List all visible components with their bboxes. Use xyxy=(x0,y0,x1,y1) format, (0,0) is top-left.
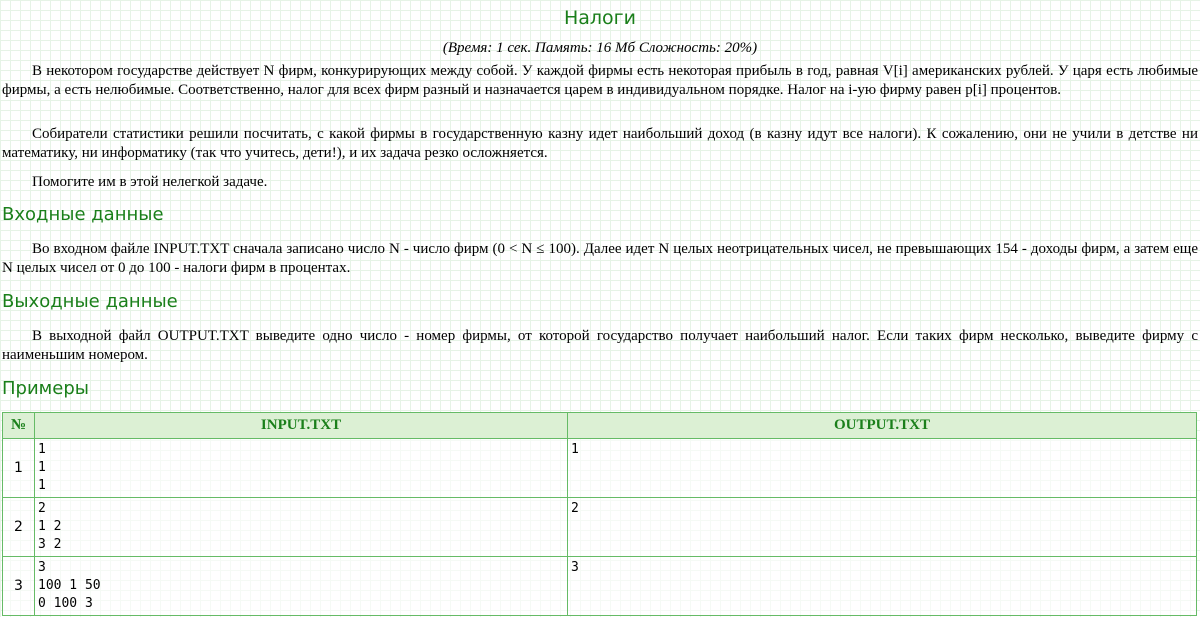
example-input-cell xyxy=(35,439,568,498)
table-row xyxy=(3,439,1197,498)
example-output-cell xyxy=(568,439,1197,498)
examples-heading: Примеры xyxy=(2,378,89,399)
example-input-cell xyxy=(35,557,568,616)
statement-paragraph-2: Собиратели статистики решили посчитать, с какой фирмы в государственную казну идет наибольший доход (в казну идут все налоги). К сожалению, они не учили в детстве ни математику, ни информатику (так что учитесь, дети!), и их задача резко осложняется. xyxy=(2,126,1198,161)
example-number: 1 xyxy=(3,439,35,498)
example-output-cell xyxy=(568,498,1197,557)
example-input: 1 1 1 xyxy=(38,442,46,493)
examples-table xyxy=(2,412,1197,616)
example-number: 3 xyxy=(3,557,35,616)
example-number: 2 xyxy=(3,498,35,557)
statement-paragraph-3: Помогите им в этой нелегкой задаче. xyxy=(32,174,268,190)
examples-header-row xyxy=(3,413,1197,439)
problem-limits: (Время: 1 сек. Память: 16 Мб Сложность: 20%) xyxy=(442,40,758,56)
example-output-cell xyxy=(568,557,1197,616)
output-heading: Выходные данные xyxy=(2,291,178,312)
input-description: Во входном файле INPUT.TXT сначала записано число N - число фирм (0 < N ≤ 100). Далее идет N целых неотрицательных чисел, не превышающих 154 - доходы фирм, а затем еще N целых чисел от 0 до 100 - налоги фирм в процентах. xyxy=(2,241,1198,276)
column-header-output: OUTPUT.TXT xyxy=(568,413,1197,439)
example-output: 2 xyxy=(571,501,579,516)
example-input: 3 100 1 50 0 100 3 xyxy=(38,560,101,611)
input-heading: Входные данные xyxy=(2,204,164,225)
example-input: 2 1 2 3 2 xyxy=(38,501,62,552)
example-output: 3 xyxy=(571,560,579,575)
table-row xyxy=(3,557,1197,616)
example-output: 1 xyxy=(571,442,579,457)
statement-paragraph-1: В некотором государстве действует N фирм, конкурирующих между собой. У каждой фирмы есть некоторая прибыль в год, равная V[i] американских рублей. У царя есть любимые фирмы, а есть нелюбимые. Соответственно, налог для всех фирм разный и назначается царем в индивидуальном порядке. Налог на i-ую фирму равен p[i] процентов. xyxy=(2,63,1198,98)
problem-title: Налоги xyxy=(563,7,637,29)
column-header-number: № xyxy=(3,413,35,439)
column-header-input: INPUT.TXT xyxy=(35,413,568,439)
output-description: В выходной файл OUTPUT.TXT выведите одно число - номер фирмы, от которой государство получает наибольший налог. Если таких фирм несколько, выведите фирму с наименьшим номером. xyxy=(2,328,1198,363)
example-input-cell xyxy=(35,498,568,557)
table-row xyxy=(3,498,1197,557)
